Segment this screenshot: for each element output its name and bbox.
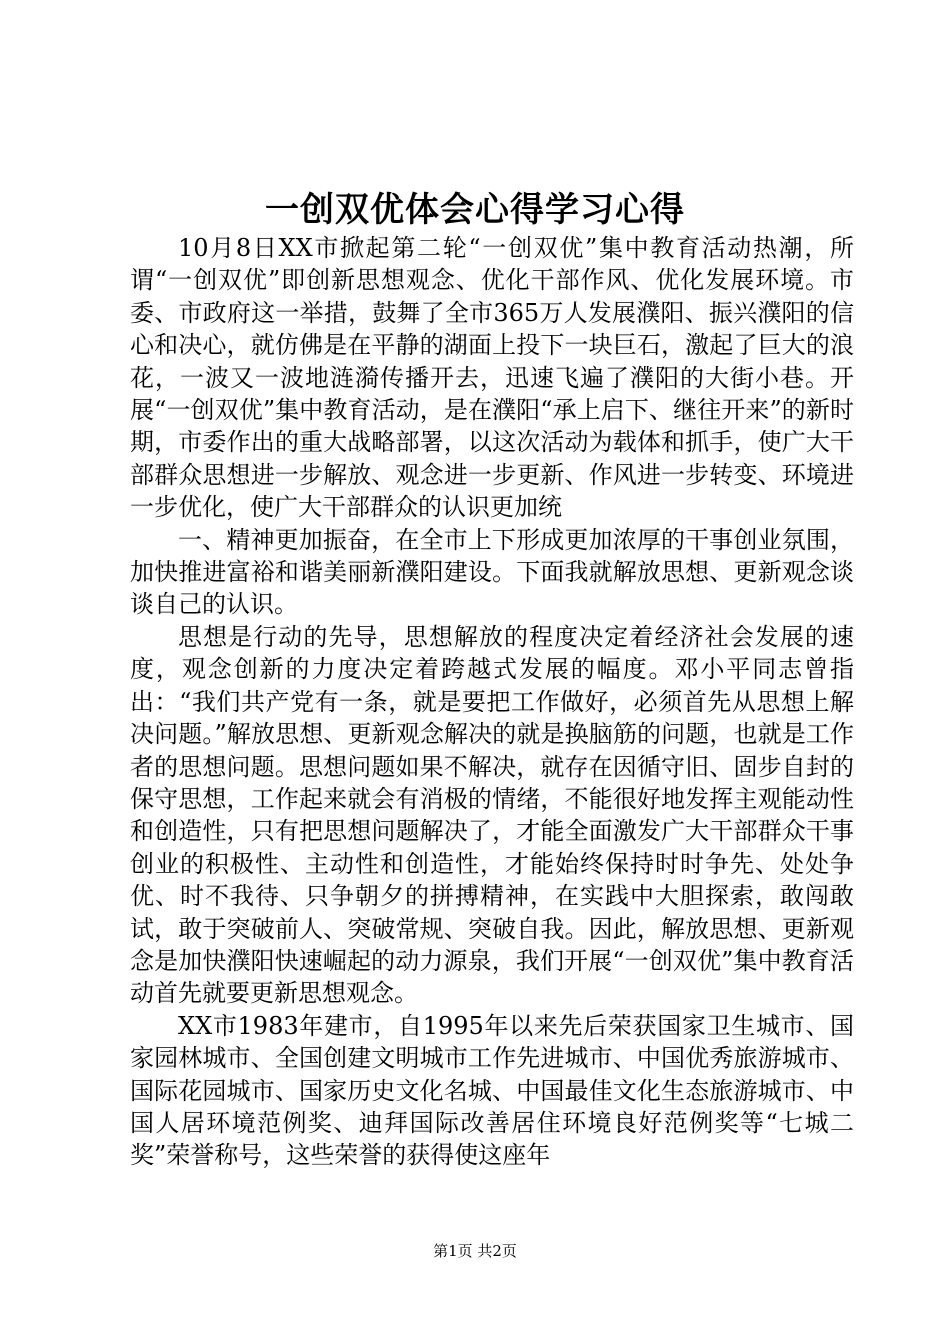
paragraph-4: XX市1983年建市，自1995年以来先后荣获国家卫生城市、国家园林城市、全国创建文明城市工作先进城市、中国优秀旅游城市、国际花园城市、国家历史文化名城、中国最佳文化生态旅游城市、中国人居环境范例奖、迪拜国际改善居住环境良好范例奖等“七城二奖”荣誉称号，这些荣誉的获得使这座年 — [130, 1011, 854, 1170]
document-body — [130, 232, 854, 1172]
paragraph-2: 一、精神更加振奋，在全市上下形成更加浓厚的干事创业氛围，加快推进富裕和谐美丽新濮阳建设。下面我就解放思想、更新观念谈谈自己的认识。 — [130, 525, 854, 619]
paragraph-1: 10月8日XX市掀起第二轮“一创双优”集中教育活动热潮，所谓“一创双优”即创新思想观念、优化干部作风、优化发展环境。市委、市政府这一举措，鼓舞了全市365万人发展濮阳、振兴濮阳的信心和决心，就仿佛是在平静的湖面上投下一块巨石，激起了巨大的浪花，一波又一波地涟漪传播开去，迅速飞遍了濮阳的大街小巷。开展“一创双优”集中教育活动，是在濮阳“承上启下、继往开来”的新时期，市委作出的重大战略部署，以这次活动为载体和抓手，使广大干部群众思想进一步解放、观念进一步更新、作风进一步转变、环境进一步优化，使广大干部群众的认识更加统 — [130, 234, 854, 522]
page-footer: 第1页 共2页 — [433, 1242, 517, 1260]
paragraph-3: 思想是行动的先导，思想解放的程度决定着经济社会发展的速度，观念创新的力度决定着跨越式发展的幅度。邓小平同志曾指出：“我们共产党有一条，就是要把工作做好，必须首先从思想上解决问题。”解放思想、更新观念解决的就是换脑筋的问题，也就是工作者的思想问题。思想问题如果不解决，就存在因循守旧、固步自封的保守思想，工作起来就会有消极的情绪，不能很好地发挥主观能动性和创造性，只有把思想问题解决了，才能全面激发广大干部群众干事创业的积极性、主动性和创造性，才能始终保持时时争先、处处争优、时不我待、只争朝夕的拼搏精神，在实践中大胆探索，敢闯敢试，敢于突破前人、突破常规、突破自我。因此，解放思想、更新观念是加快濮阳快速崛起的动力源泉，我们开展“一创双优”集中教育活动首先就要更新思想观念。 — [130, 622, 854, 1008]
document-title: 一创双优体会心得学习心得 — [265, 190, 685, 230]
